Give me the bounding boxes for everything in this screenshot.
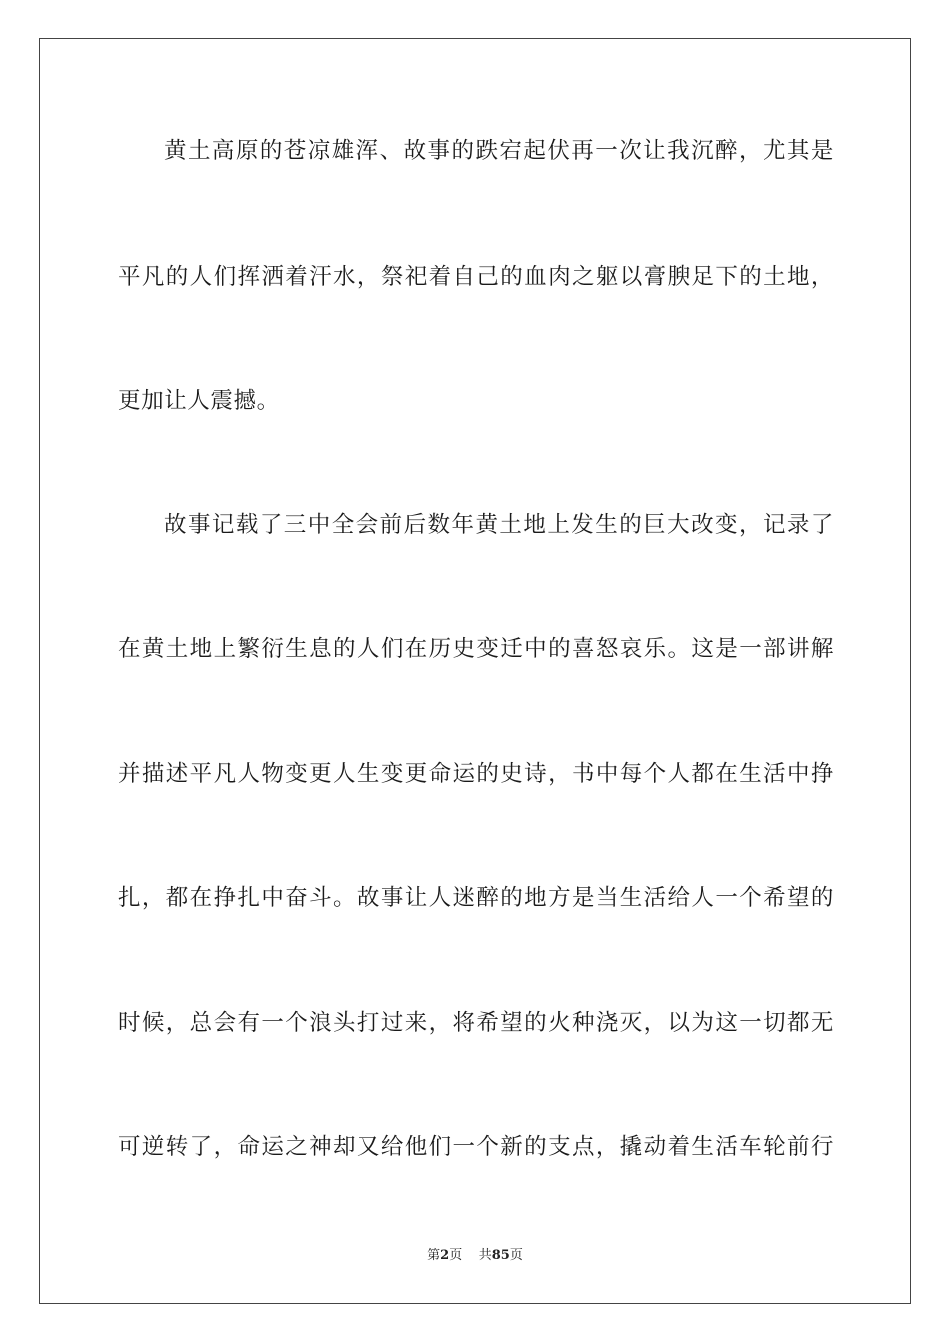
paragraph-1-line-2: 平凡的人们挥洒着汗水，祭祀着自己的血肉之躯以膏腴足下的土地， [118,264,834,290]
paragraph-2-line-3: 并描述平凡人物变更人生变更命运的史诗，书中每个人都在生活中挣 [118,761,834,787]
paragraph-2-line-5: 时候，总会有一个浪头打过来，将希望的火种浇灭，以为这一切都无 [118,1010,834,1036]
page-number: 2 [440,1248,450,1263]
page-border [39,38,911,1304]
total-pages: 85 [491,1248,510,1263]
total-suffix: 页 [509,1248,523,1263]
paragraph-2-line-6: 可逆转了，命运之神却又给他们一个新的支点，撬动着生活车轮前行 [118,1134,834,1160]
paragraph-2-line-1: 故事记载了三中全会前后数年黄土地上发生的巨大改变，记录了 [164,512,834,538]
paragraph-1-line-1: 黄土高原的苍凉雄浑、故事的跌宕起伏再一次让我沉醉，尤其是 [164,138,834,164]
paragraph-1-line-3: 更加让人震撼。 [118,388,280,414]
paragraph-2-line-2: 在黄土地上繁衍生息的人们在历史变迁中的喜怒哀乐。这是一部讲解 [118,636,834,662]
page-footer [0,1247,950,1265]
page-prefix: 第 [427,1248,441,1263]
total-prefix: 共 [478,1248,492,1263]
page-suffix: 页 [449,1248,463,1263]
paragraph-2-line-4: 扎，都在挣扎中奋斗。故事让人迷醉的地方是当生活给人一个希望的 [118,885,834,911]
